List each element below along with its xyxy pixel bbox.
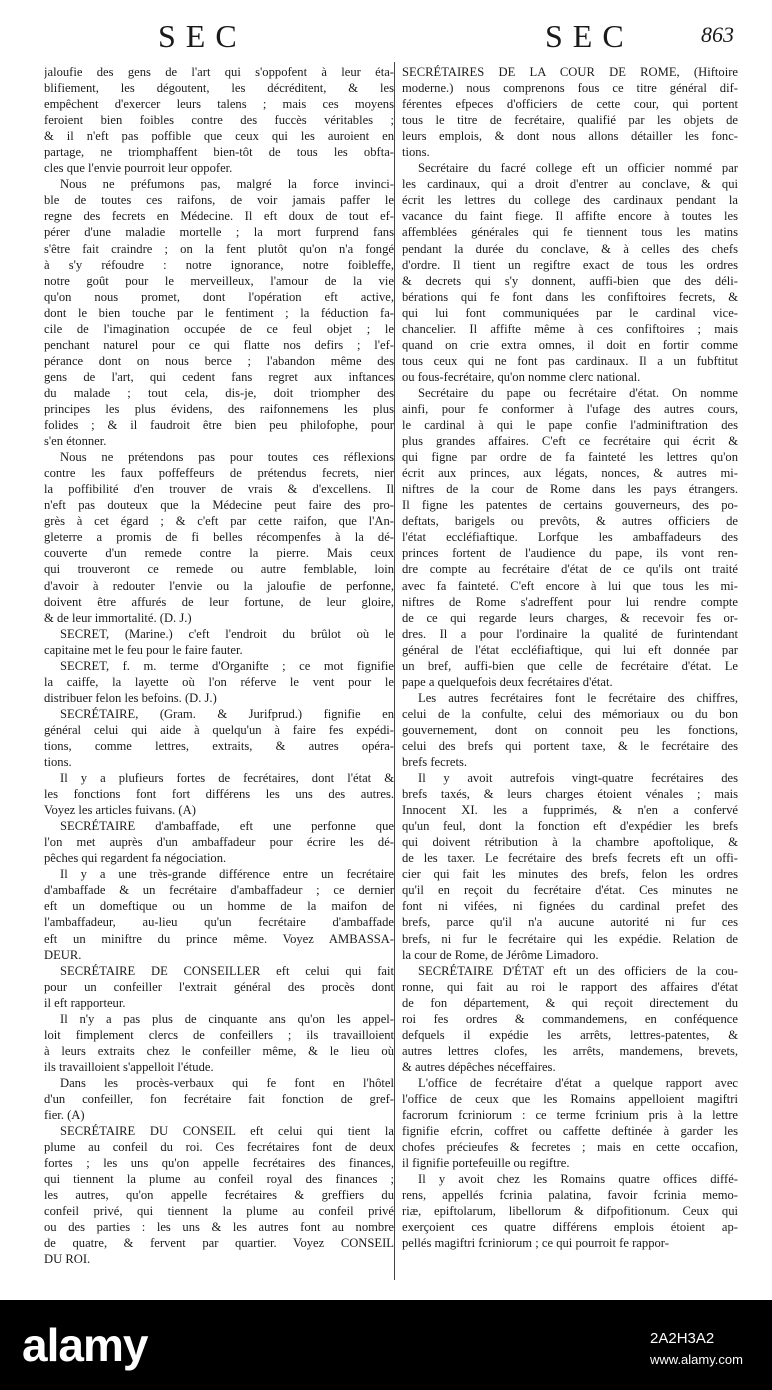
text-line: l'office de ceux que les Romains appelloient magiftri <box>402 1092 738 1106</box>
text-line: de les taxer. Le fecrétaire des brefs fecrets eft un offi- <box>402 851 738 866</box>
text-line: facrorum fcriniorum : ce terme fcrinium pris à la lettre <box>402 1108 738 1123</box>
text-line: du malade ; tout cela, dis-je, doit triompher des <box>44 385 394 400</box>
text-line: blifiement, les dégoutent, les décréditent, & les <box>44 81 394 96</box>
paragraph <box>44 1075 394 1123</box>
text-line: d'un confeiller, fon fecrétaire fait fonction de gref- <box>44 1092 394 1106</box>
text-line: Secrétaire du pape ou fecrétaire d'état. On nomme <box>418 385 738 400</box>
paragraph <box>402 770 738 963</box>
page-number: 863 <box>701 22 734 47</box>
text-line: l'état eccléfiaftique. Lorfque les ambaffadeurs des <box>402 530 738 545</box>
text-line: de ce qui regarde leurs charges, & recevoir fes or- <box>402 610 738 625</box>
text-line: princes fortent de l'audience du pape, ils vont ren- <box>402 546 738 561</box>
text-line: à leurs extraits chez le confeiller même, & le lieu où <box>44 1043 394 1058</box>
text-line: autres lettres clofes, les arrêts, mandemens, brevets, <box>402 1043 738 1058</box>
text-line: qu'on nous promet, dont l'opération eft active, <box>44 289 394 304</box>
text-line: qu'un feul, dont la fonction eft d'expédier les brefs <box>402 819 738 834</box>
text-line: pérer d'une maladie mortelle ; la mort furprend fans <box>44 225 394 240</box>
text-line: plus grandes affaires. C'eft ce fecrétaire qui écrit & <box>402 434 738 449</box>
text-line: avec fa fainteté. C'eft encore à lui que tous les mi- <box>402 578 738 593</box>
paragraph <box>44 449 394 626</box>
text-line: il eft rapporteur. <box>44 995 126 1010</box>
text-line: fignifie efcrin, coffret ou caffette deftinée à garder les <box>402 1124 738 1139</box>
text-line: la poffibilité d'en trouver de vrais & d'excellens. Il <box>44 482 394 497</box>
text-line: SECRÉTAIRE DE CONSEILLER eft celui qui fait <box>60 963 394 978</box>
text-line: notre goût pour le merveilleux, l'amour de la vie <box>44 273 394 288</box>
text-line: pape a quelquefois deux fecrétaires d'état. <box>402 674 613 689</box>
text-line: s'être fait craindre ; on la fent plutôt qu'on n'a fongé <box>44 241 394 256</box>
text-line: distribuer felon les befoins. (D. J.) <box>44 690 217 705</box>
text-line: les cardinaux, qui a droit d'entrer au conclave, & qui <box>402 177 738 192</box>
paragraph <box>44 1123 394 1267</box>
text-line: qui doivent rétribution à la chambre apoftolique, & <box>402 835 738 850</box>
text-line: niftres de Rome s'adreffent pour lui rendre compte <box>402 594 738 609</box>
text-line: qu'il en reçoit du fecrétaire d'état. Ces minutes ne <box>402 883 738 898</box>
text-line: de quatre, & fervent par quartier. Voyez CONSEIL <box>44 1236 394 1251</box>
text-line: feroient bien foibles contre des fuccès véritables ; <box>44 113 394 128</box>
paragraph <box>402 1075 738 1171</box>
paragraph <box>402 64 738 160</box>
text-line: ou des parties : les uns & les autres font au nombre <box>44 1220 394 1235</box>
text-line: grès à cet égard ; & c'eft par cette raifon, que l'An- <box>44 514 394 529</box>
text-line: gleterre a promis de fi belles récompenfes à la dé- <box>44 530 394 545</box>
text-line: roi fes ordres & commandemens, en conféquence <box>402 1011 738 1026</box>
text-line: férentes efpeces d'officiers de cette cour, qui portent <box>402 97 738 112</box>
text-line: loit fimplement clercs de confeillers ; ils travailloient <box>44 1027 394 1042</box>
text-line: pellés magiftri fcriniorum ; ce qui pourroit fe rappor- <box>402 1236 669 1251</box>
text-line: un bref, auffi-bien que celle de fecrétaire d'état. Le <box>402 658 738 673</box>
text-line: brefs, ni fur le fecrétaire qui les expédie. Relation de <box>402 931 738 946</box>
text-line: pérance dont on nous berce ; l'abandon même des <box>44 353 394 368</box>
paragraph <box>44 963 394 1011</box>
text-line: riæ, epiftolarum, libellorum & difpofitionum. Ceux qui <box>402 1204 738 1219</box>
text-line: tous ceux qui ne font pas cardinaux. Il a un fubftitut <box>402 353 738 368</box>
text-line: la cour de Rome, de Jérôme Limadoro. <box>402 947 599 962</box>
text-line: d'ambaffade & un fecrétaire d'ambaffadeur ; ce dernier <box>44 883 394 898</box>
text-line: couverte d'un remede contre la pierre. Mais ceux <box>44 546 394 561</box>
text-line: capitaine met le feu pour le faire fauter. <box>44 642 243 657</box>
text-line: SECRET, (Marine.) c'eft l'endroit du brûlot où le <box>60 626 394 641</box>
text-line: qui figne par ordre de fa fainteté les lettres qu'on <box>402 450 738 465</box>
paragraph <box>44 1011 394 1075</box>
text-line: exerçoient ces quatre différens emplois étoient ap- <box>402 1220 738 1235</box>
text-line: empêchent d'exercer leurs talens ; mais ces moyens <box>44 97 394 112</box>
text-line: la caiffe, la layette où l'on réferve le vent pour le <box>44 674 394 689</box>
paragraph <box>402 1171 738 1251</box>
text-line: celui des brefs qui portent taxe, & le fecrétaire des <box>402 738 738 753</box>
text-line: l'ambaffadeur, au-lieu qu'un fecrétaire d'ambaffade <box>44 915 394 930</box>
text-line: Nous ne préfumons pas, malgré la force invinci- <box>60 177 394 192</box>
text-line: Il n'y a pas plus de cinquante ans qu'on les appel- <box>60 1011 394 1026</box>
text-line: qui tiennent la plume au confeil royal des finances ; <box>44 1172 394 1187</box>
text-line: Nous ne prétendons pas pour toutes ces réflexions <box>60 450 394 465</box>
paragraph <box>44 176 394 449</box>
text-line: qui trouveront ce remede ou autre femblable, loin <box>44 562 394 577</box>
paragraph <box>44 658 394 706</box>
text-line: tous le titre de fecrétaire, qualifié par les objets de <box>402 113 738 128</box>
text-line: cile de l'imagination occupée de ce feul objet ; le <box>44 321 394 336</box>
text-line: Il y a une très-grande différence entre un fecrétaire <box>60 867 394 882</box>
text-line: gouvernement, dont on connoit peu les fonctions, <box>402 722 738 737</box>
text-line: SECRÉTAIRE d'ambaffade, eft une perfonne que <box>60 819 394 834</box>
text-line: rens, appellés fcrinia palatina, favoir fcrinia memo- <box>402 1188 738 1203</box>
paragraph <box>402 385 738 690</box>
text-line: pour un confeiller l'extrait général des procès dont <box>44 979 394 994</box>
text-line: ou fous-fecrétaire, qu'on nomme clerc national. <box>402 369 641 384</box>
header-right-word: SEC <box>545 18 634 54</box>
text-line: deftats, barigels ou prevôts, & autres officiers de <box>402 514 738 529</box>
text-line: eft un miniftre du prince même. Voyez AMBASSA- <box>44 931 394 946</box>
text-line: pêches qui regardent fa négociation. <box>44 851 227 866</box>
text-line: vacance du faint fiege. Il affifte encore à toutes les <box>402 209 738 224</box>
text-line: niftres de la cour de Rome dans les pays étrangers. <box>402 482 738 497</box>
text-line: les fonctions font fort différens les uns des autres. <box>44 787 394 802</box>
text-line: affemblées générales qui fe tiennent tous les matins <box>402 225 738 240</box>
text-line: d'ordre. Il tient un regiftre exact de tous les ordres <box>402 257 738 272</box>
text-line: qui lui font communiquées par le cardinal vice- <box>402 305 738 320</box>
text-line: il fignifie portefeuille ou regiftre. <box>402 1156 570 1171</box>
text-line: DU ROI. <box>44 1252 91 1267</box>
paragraph <box>44 770 394 818</box>
watermark-banner <box>0 1300 772 1390</box>
text-line: de fon département, & qui reçoit directement du <box>402 995 738 1010</box>
text-line: pendant la durée du conclave, & à celles des chefs <box>402 241 738 256</box>
text-line: ils travailloient s'appelloit l'étude. <box>44 1059 214 1074</box>
text-line: eft un domeftique ou un homme de la maifon de <box>44 899 394 914</box>
text-line: d'avoir à redouter l'envie ou la jaloufie de perfonne, <box>44 578 394 593</box>
text-line: les autres, qu'on appelle fecrétaires & greffiers du <box>44 1188 394 1203</box>
right-column <box>402 64 738 1251</box>
text-line: & il n'eft pas poffible que ceux qui les auroient en <box>44 129 394 144</box>
paragraph <box>44 818 394 866</box>
text-line: celui de la confulte, celui des mémoriaux ou du bon <box>402 706 738 721</box>
text-line: ainfi, pour fe conformer à l'ufage des autres cours, <box>402 401 738 416</box>
text-line: & autres dépêches néceffaires. <box>402 1059 556 1074</box>
paragraph <box>402 690 738 770</box>
text-line: leurs emplois, & dont nous allons détailler les fonc- <box>402 129 738 144</box>
text-line: ronne, qui fait au roi le rapport des affaires d'état <box>402 979 738 994</box>
text-line: écrit aux princes, aux légats, nonces, & autres mi- <box>402 466 738 481</box>
text-line: penchant naturel pour ce qui flatte nos defirs ; l'ef- <box>44 337 394 352</box>
image-id-label: 2A2H3A2 <box>650 1330 715 1347</box>
paragraph <box>44 866 394 962</box>
text-line: brefs, parce qu'il n'a aucune autorité ni fur ces <box>402 915 738 930</box>
text-line: l'on met auprès d'un ambaffadeur pour écrire les dé- <box>44 835 394 850</box>
text-line: SECRÉTAIRE DU CONSEIL eft celui qui tient la <box>60 1124 394 1139</box>
text-line: brefs taxés, & leurs charges étoient vénales ; mais <box>402 787 738 802</box>
text-line: ble de toutes ces raifons, de voir jamais paffer le <box>44 193 394 208</box>
text-line: SECRET, f. m. terme d'Organifte ; ce mot fignifie <box>60 658 394 673</box>
text-line: & de leur immortalité. (D. J.) <box>44 610 192 625</box>
text-line: Innocent XI. les a fupprimés, & n'en a confervé <box>402 803 738 818</box>
text-line: Il y avoit chez les Romains quatre offices diffé- <box>418 1172 738 1187</box>
text-line: Il y a plufieurs fortes de fecrétaires, dont l'état & <box>60 771 394 786</box>
text-line: n'eft pas douteux que la Médecine peut faire des pro- <box>44 498 394 513</box>
text-line: Voyez les articles fuivans. (A) <box>44 803 196 818</box>
text-line: regne des fecrets en Médecine. Il eft doux de tout ef- <box>44 209 394 224</box>
paragraph <box>44 64 394 176</box>
text-line: principes les plus évidens, des raifonnemens les plus <box>44 401 394 416</box>
text-line: brefs fecrets. <box>402 755 468 770</box>
text-line: SECRÉTAIRES DE LA COUR DE ROME, (Hiftoire <box>402 65 738 79</box>
text-line: moderne.) nous comprenons fous ce titre général dif- <box>402 81 738 96</box>
text-line: jaloufie des gens de l'art qui s'oppofent à leur éta- <box>44 65 394 79</box>
text-line: chofes précieufes & fecretes ; mais en cette occafion, <box>402 1140 738 1155</box>
paragraph <box>44 706 394 770</box>
text-line: SECRÉTAIRE, (Gram. & Jurifprud.) fignifie en <box>60 706 394 721</box>
left-column <box>44 64 394 1268</box>
column-divider <box>394 62 395 1280</box>
text-line: partage, ne triomphaffent bien-tôt de tous les obfta- <box>44 145 394 160</box>
text-line: cles que l'envie pourroit leur oppofer. <box>44 161 233 176</box>
text-line: defquels il expédie les arrêts, lettres-patentes, & <box>402 1027 738 1042</box>
text-line: général de l'état eccléfiaftique, qui lui eft donnée par <box>402 642 738 657</box>
paragraph <box>44 626 394 658</box>
paragraph <box>402 160 738 385</box>
header-left-word: SEC <box>158 18 247 54</box>
text-line: DEUR. <box>44 947 82 962</box>
text-line: général celui qui aide à quelqu'un à faire fes expédi- <box>44 722 394 737</box>
text-line: SECRÉTAIRE D'ÉTAT eft un des officiers de la cou- <box>418 963 738 978</box>
text-line: chancelier. Il affifte même à ces confiftoires ; mais <box>402 321 738 336</box>
text-line: fortes ; les uns qu'on appelle fecrétaires des finances, <box>44 1156 394 1171</box>
running-header <box>40 18 740 58</box>
text-line: contre les faux poffeffeurs de prétendus fecrets, nier <box>44 466 394 481</box>
text-line: cier qui fait les minutes des brefs, felon les ordres <box>402 867 738 882</box>
text-line: font ni vifées, ni fignées du cardinal prefet des <box>402 899 738 914</box>
text-line: doivent être affurés de leur fortune, de leur gloire, <box>44 594 394 609</box>
text-line: fier. (A) <box>44 1108 85 1123</box>
text-line: dre compte au fecrétaire d'état de ce qu'ils ont traité <box>402 562 738 577</box>
text-line: Les autres fecrétaires font le fecrétaire des chiffres, <box>418 690 738 705</box>
text-line: gens de l'art, qui cedent fans regret aux inftances <box>44 369 394 384</box>
text-line: Il y avoit autrefois vingt-quatre fecrétaires des <box>418 771 738 786</box>
text-line: s'en étonner. <box>44 434 107 449</box>
text-line: Secrétaire du facré college eft un officier nommé par <box>418 161 738 176</box>
text-line: tions, comme lettres, extraits, & autres opéra- <box>44 738 394 753</box>
text-line: Il figne les patentes de certains gouverneurs, des po- <box>402 498 738 513</box>
text-line: tions. <box>44 755 72 770</box>
text-line: tions. <box>402 145 430 160</box>
paragraph <box>402 963 738 1075</box>
text-line: écrit les lettres du college des cardinaux pendant la <box>402 193 738 208</box>
text-line: bérations qui fe font dans les confiftoires fecrets, & <box>402 289 738 304</box>
text-line: dont le bien touche par le fentiment ; la féduction fa- <box>44 305 394 320</box>
text-line: dres. Il a pour l'ordinaire la qualité de furintendant <box>402 626 738 641</box>
site-url: www.alamy.com <box>650 1352 743 1367</box>
alamy-logo: alamy <box>22 1319 148 1371</box>
text-line: Dans les procès-verbaux qui fe font en l'hôtel <box>60 1075 394 1090</box>
text-line: à s'y réfoudre : notre ignorance, notre foibleffe, <box>44 257 394 272</box>
text-line: confeil privé, qui tiennent la plume au confeil privé <box>44 1204 394 1219</box>
text-line: folides ; & il faudroit être bien peu philofophe, pour <box>44 418 394 433</box>
text-line: & decrets qui s'y donnent, auffi-bien que des déli- <box>402 273 738 288</box>
text-line: plume au confeil du roi. Ces fecrétaires font de deux <box>44 1140 394 1155</box>
text-line: quand on crie extra omnes, il doit en fortir comme <box>402 337 738 352</box>
text-line: L'office de fecrétaire d'état a quelque rapport avec <box>418 1075 738 1090</box>
text-line: le cardinal à qui le pape confie l'adminiftration des <box>402 418 738 433</box>
